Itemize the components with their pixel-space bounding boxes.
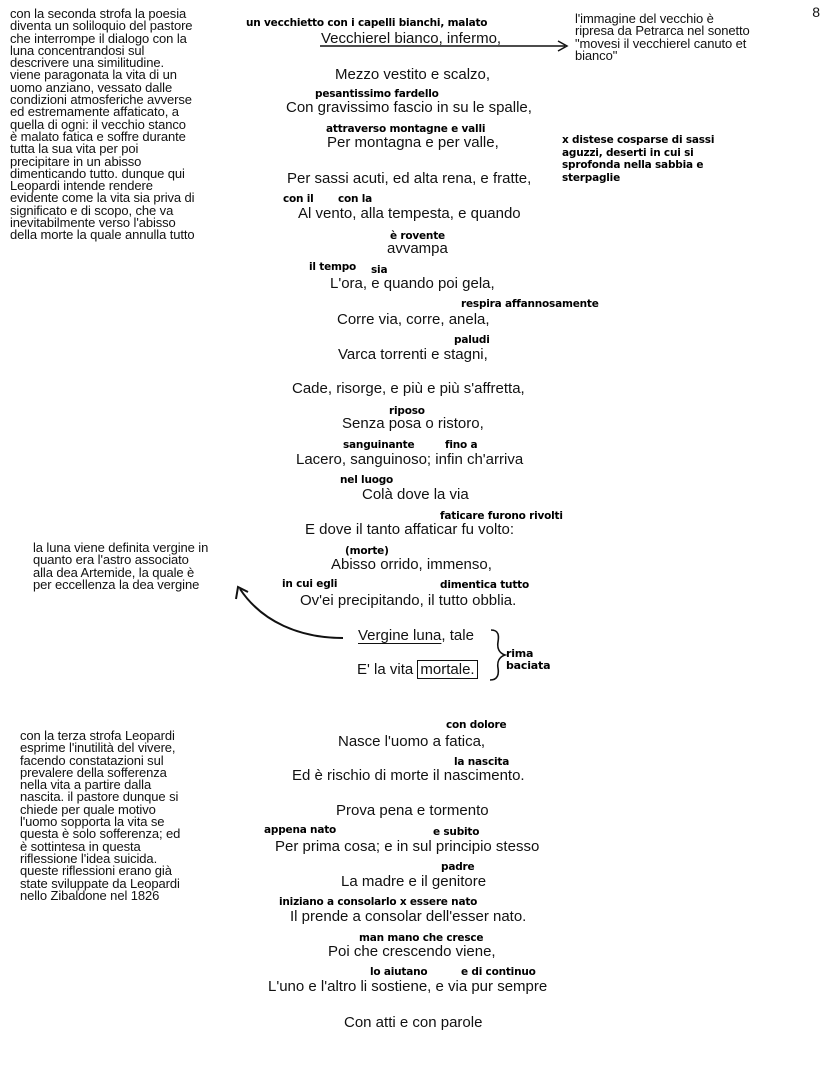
- verse-line: Senza posa o ristoro,: [342, 415, 484, 432]
- gloss: è rovente: [390, 230, 445, 242]
- gloss: con dolore: [446, 719, 507, 731]
- verse-line: Con gravissimo fascio in su le spalle,: [286, 99, 532, 116]
- verse-line: E dove il tanto affaticar fu volto:: [305, 521, 515, 538]
- verse-line: Nasce l'uomo a fatica,: [338, 733, 486, 750]
- verse-line: Ov'ei precipitando, il tutto obblia.: [300, 592, 517, 609]
- verse-line: Per prima cosa; e in sul principio stesso: [275, 838, 540, 855]
- gloss: appena nato: [264, 824, 337, 836]
- page-number: 8: [812, 4, 820, 20]
- gloss: pesantissimo fardello: [315, 88, 439, 100]
- note-rima-baciata: rima baciata: [506, 647, 551, 672]
- note-third-stanza: con la terza strofa Leopardi esprime l'inutilità del vivere, facendo constatazioni sul prevalere della sofferenza nella vita a partire dalla nascita. il pastore dunque si chiede per quale motivo l'uomo sopporta la vita se questa è solo sofferenza; ed è sottintesa in questa riflessione l'idea suicida. queste riflessioni erano già state sviluppate da Leopardi nello Zibaldone nel 1826: [20, 728, 181, 903]
- gloss: un vecchietto con i capelli bianchi, malato: [246, 17, 488, 29]
- gloss: respira affannosamente: [461, 298, 599, 310]
- verse-line: Per sassi acuti, ed alta rena, e fratte,: [287, 170, 532, 187]
- verse-line: Corre via, corre, anela,: [337, 311, 490, 328]
- gloss: (morte): [345, 545, 389, 557]
- note-second-stanza: con la seconda strofa la poesia diventa un soliloquio del pastore che interrompe il dialogo con la luna concentrandosi sul descrivere una similitudine. viene paragonata la vita di un uomo anziano, vessato dalle condizioni atmosferiche avverse ed estremamente affaticato, a quella di ogni: il vecchio stanco è malato fatica e soffre durante tutta la sua vita per poi precipitare in un abisso dimenticando tutto. dunque qui Leopardi intende rendere evidente come la vita sia priva di significato e di scopo, che va inevitabilmente verso l'abisso della morte la quale annulla tutto: [10, 6, 195, 243]
- gloss: con la: [338, 193, 373, 205]
- gloss: con il: [283, 193, 314, 205]
- verse-line: Colà dove la via: [362, 486, 469, 503]
- verse-line: Vecchierel bianco, infermo,: [321, 30, 502, 47]
- gloss: dimentica tutto: [440, 579, 529, 591]
- verse-line: Al vento, alla tempesta, e quando: [298, 205, 521, 222]
- verse-line: Abisso orrido, immenso,: [331, 556, 492, 573]
- gloss: sanguinante: [343, 439, 415, 451]
- verse-line: Ed è rischio di morte il nascimento.: [292, 767, 525, 784]
- verse-line: Poi che crescendo viene,: [328, 943, 496, 960]
- note-sassi-acuti: x distese cosparse di sassi aguzzi, deserti in cui si sprofonda nella sabbia e sterpaglie: [562, 134, 715, 184]
- gloss: iniziano a consolarlo x essere nato: [279, 896, 478, 908]
- gloss: padre: [441, 861, 475, 873]
- verse-line: avvampa: [387, 240, 448, 257]
- gloss: riposo: [389, 405, 425, 417]
- gloss: fino a: [445, 439, 478, 451]
- gloss: e subito: [433, 826, 480, 838]
- underlined-vergine-luna: Vergine luna: [358, 627, 442, 644]
- gloss: lo aiutano: [370, 966, 428, 978]
- note-petrarca: l'immagine del vecchio è ripresa da Petrarca nel sonetto "movesi il vecchierel canuto et bianco": [575, 11, 750, 63]
- verse-line: Varca torrenti e stagni,: [338, 346, 488, 363]
- verse-line: Il prende a consolar dell'esser nato.: [290, 908, 527, 925]
- gloss: e di continuo: [461, 966, 536, 978]
- verse-line: [358, 627, 474, 645]
- gloss: paludi: [454, 334, 490, 346]
- verse-line: Lacero, sanguinoso; infin ch'arriva: [296, 451, 524, 468]
- verse-line: Cade, risorge, e più e più s'affretta,: [292, 380, 525, 397]
- note-vergine-luna: la luna viene definita vergine in quanto era l'astro associato alla dea Artemide, la quale è per eccellenza la dea vergine: [33, 540, 209, 592]
- boxed-mortale: mortale.: [417, 660, 477, 679]
- gloss: la nascita: [454, 756, 510, 768]
- gloss: faticare furono rivolti: [440, 510, 563, 522]
- verse-fragment: , tale: [441, 627, 474, 644]
- curly-brace-icon: [490, 630, 505, 680]
- verse-line: L'uno e l'altro li sostiene, e via pur sempre: [268, 978, 548, 995]
- gloss: man mano che cresce: [359, 932, 484, 944]
- verse-line: Prova pena e tormento: [336, 802, 489, 819]
- gloss: in cui egli: [282, 578, 338, 590]
- gloss: nel luogo: [340, 474, 394, 486]
- verse-line: [357, 661, 478, 679]
- verse-fragment: E' la vita: [357, 661, 418, 678]
- verse-line: La madre e il genitore: [341, 873, 487, 890]
- gloss: il tempo: [309, 261, 357, 273]
- verse-line: Con atti e con parole: [344, 1014, 483, 1031]
- gloss: sia: [371, 264, 388, 276]
- gloss: attraverso montagne e valli: [326, 123, 486, 135]
- verse-line: L'ora, e quando poi gela,: [330, 275, 495, 292]
- verse-line: Mezzo vestito e scalzo,: [335, 66, 491, 83]
- verse-line: Per montagna e per valle,: [327, 134, 499, 151]
